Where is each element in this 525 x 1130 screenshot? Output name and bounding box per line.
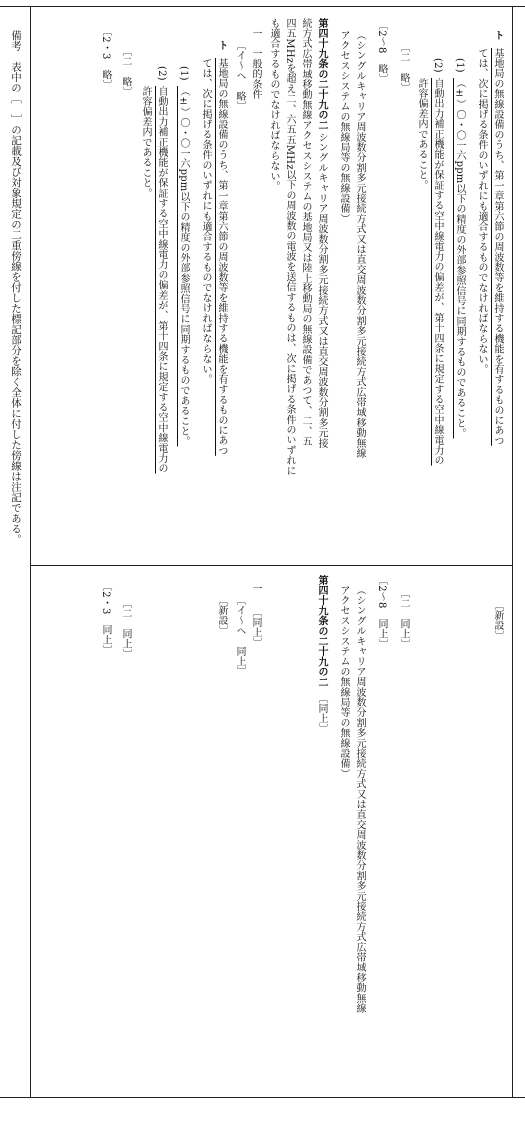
article-text-1: シングルキャリア周波数分割多元接続方式又は直交周波数分割多元接 (316, 132, 327, 449)
to-2-text: 自動出力補正機能が保証する空中線電力の偏差が、第十四条に規定する空中線電力の (432, 78, 443, 466)
to2-text-1: 基地局の無線設備のうち、第一章第六節の周波数等を維持する機能を有するものにあつ (216, 58, 227, 456)
general-conditions: 一 一般的条件 (250, 28, 261, 100)
new-mark: 〔新設〕 (492, 600, 503, 641)
heading-1: （シングルキャリア周波数分割多元接続方式又は直交周波数分割多元接続方式広帯域移動無線 (354, 30, 365, 459)
article-text-4: も適合するものでなければならない。 (268, 18, 279, 192)
omit-2b: 〔二 略〕 (120, 46, 131, 97)
to-text-2: ては、次に掲げる条件のいずれにも適合するものでなければならない。 (476, 48, 487, 375)
to2-text-2: ては、次に掲げる条件のいずれにも適合するものでなければならない。 (200, 58, 211, 385)
ihe-omit: 〔イ～ヘ 略〕 (234, 40, 245, 112)
top-rule (0, 6, 525, 7)
to-1-num: (1) (454, 58, 465, 73)
article-text-3: 四五MHzを超え二、六五五MHz以下の周波数の電波を送信するものは、次に掲げる条件のいずれに (284, 18, 295, 476)
bottom-rule (0, 1097, 525, 1098)
row-divider (30, 565, 512, 566)
to-text-1: 基地局の無線設備のうち、第一章第六節の周波数等を維持する機能を有するものにあつ (492, 48, 503, 446)
remarks-note: 備考 表中の［ ］の記載及び対象規定の二重傍線を付した標記部分を除く全体に付した傍線は注記である。 (10, 30, 22, 545)
to2-2-num: (2) (156, 66, 167, 81)
table-right-border (512, 6, 513, 1098)
range-2-8-same: 〔2～8 同上〕 (376, 575, 387, 650)
new-article-same: 〔同上〕 (316, 693, 327, 734)
heading-2: アクセスシステムの無線局等の無線設備） (338, 30, 349, 224)
article-title: 第四十九条の二十九の二 (316, 18, 327, 131)
to2-2-text2: 許容偏差内であること。 (140, 86, 151, 199)
omit-2: 〔二 略〕 (398, 42, 409, 93)
new-range-2-3: 〔2・3 同上〕 (100, 581, 111, 656)
new-sub-2b: 〔二 同上〕 (120, 598, 131, 660)
range-2-8: 〔2～8 略〕 (376, 20, 387, 85)
new-item1-same: 〔同上〕 (250, 607, 261, 648)
new-mark-2: 〔新設〕 (216, 595, 227, 636)
range-2-3: 〔2・3 略〕 (100, 26, 111, 91)
table-left-border (30, 6, 31, 1098)
to-2-num: (2) (432, 58, 443, 73)
to-mark: ト (492, 30, 503, 41)
to2-mark: ト (216, 40, 227, 51)
new-article-title: 第四十九条の二十九の二 (316, 575, 327, 688)
sub-2-same: 〔二 同上〕 (398, 588, 409, 650)
to2-1-num: (1) (178, 66, 189, 81)
new-ihe-same: 〔イ～ヘ 同上〕 (234, 595, 245, 677)
new-item1: 一 (250, 583, 261, 594)
article-text-2: 続方式広帯域移動無線アクセスシステムの基地局又は陸上移動局の無線設備であつて、二、五 (300, 18, 311, 447)
new-heading-1: （シングルキャリア周波数分割多元接続方式又は直交周波数分割多元接続方式広帯域移動無線 (354, 585, 365, 1014)
to-2-text2: 許容偏差内であること。 (416, 78, 427, 191)
to2-1-text: （±）〇・〇一六ppm以下の精度の外部参照信号に同期するものであること。 (178, 86, 189, 447)
to-1-text: （±）〇・〇一六ppm以下の精度の外部参照信号に同期するものであること。 (454, 78, 465, 439)
new-heading-2: アクセスシステムの無線局等の無線設備） (338, 585, 349, 779)
to2-2-text: 自動出力補正機能が保証する空中線電力の偏差が、第十四条に規定する空中線電力の (156, 86, 167, 474)
